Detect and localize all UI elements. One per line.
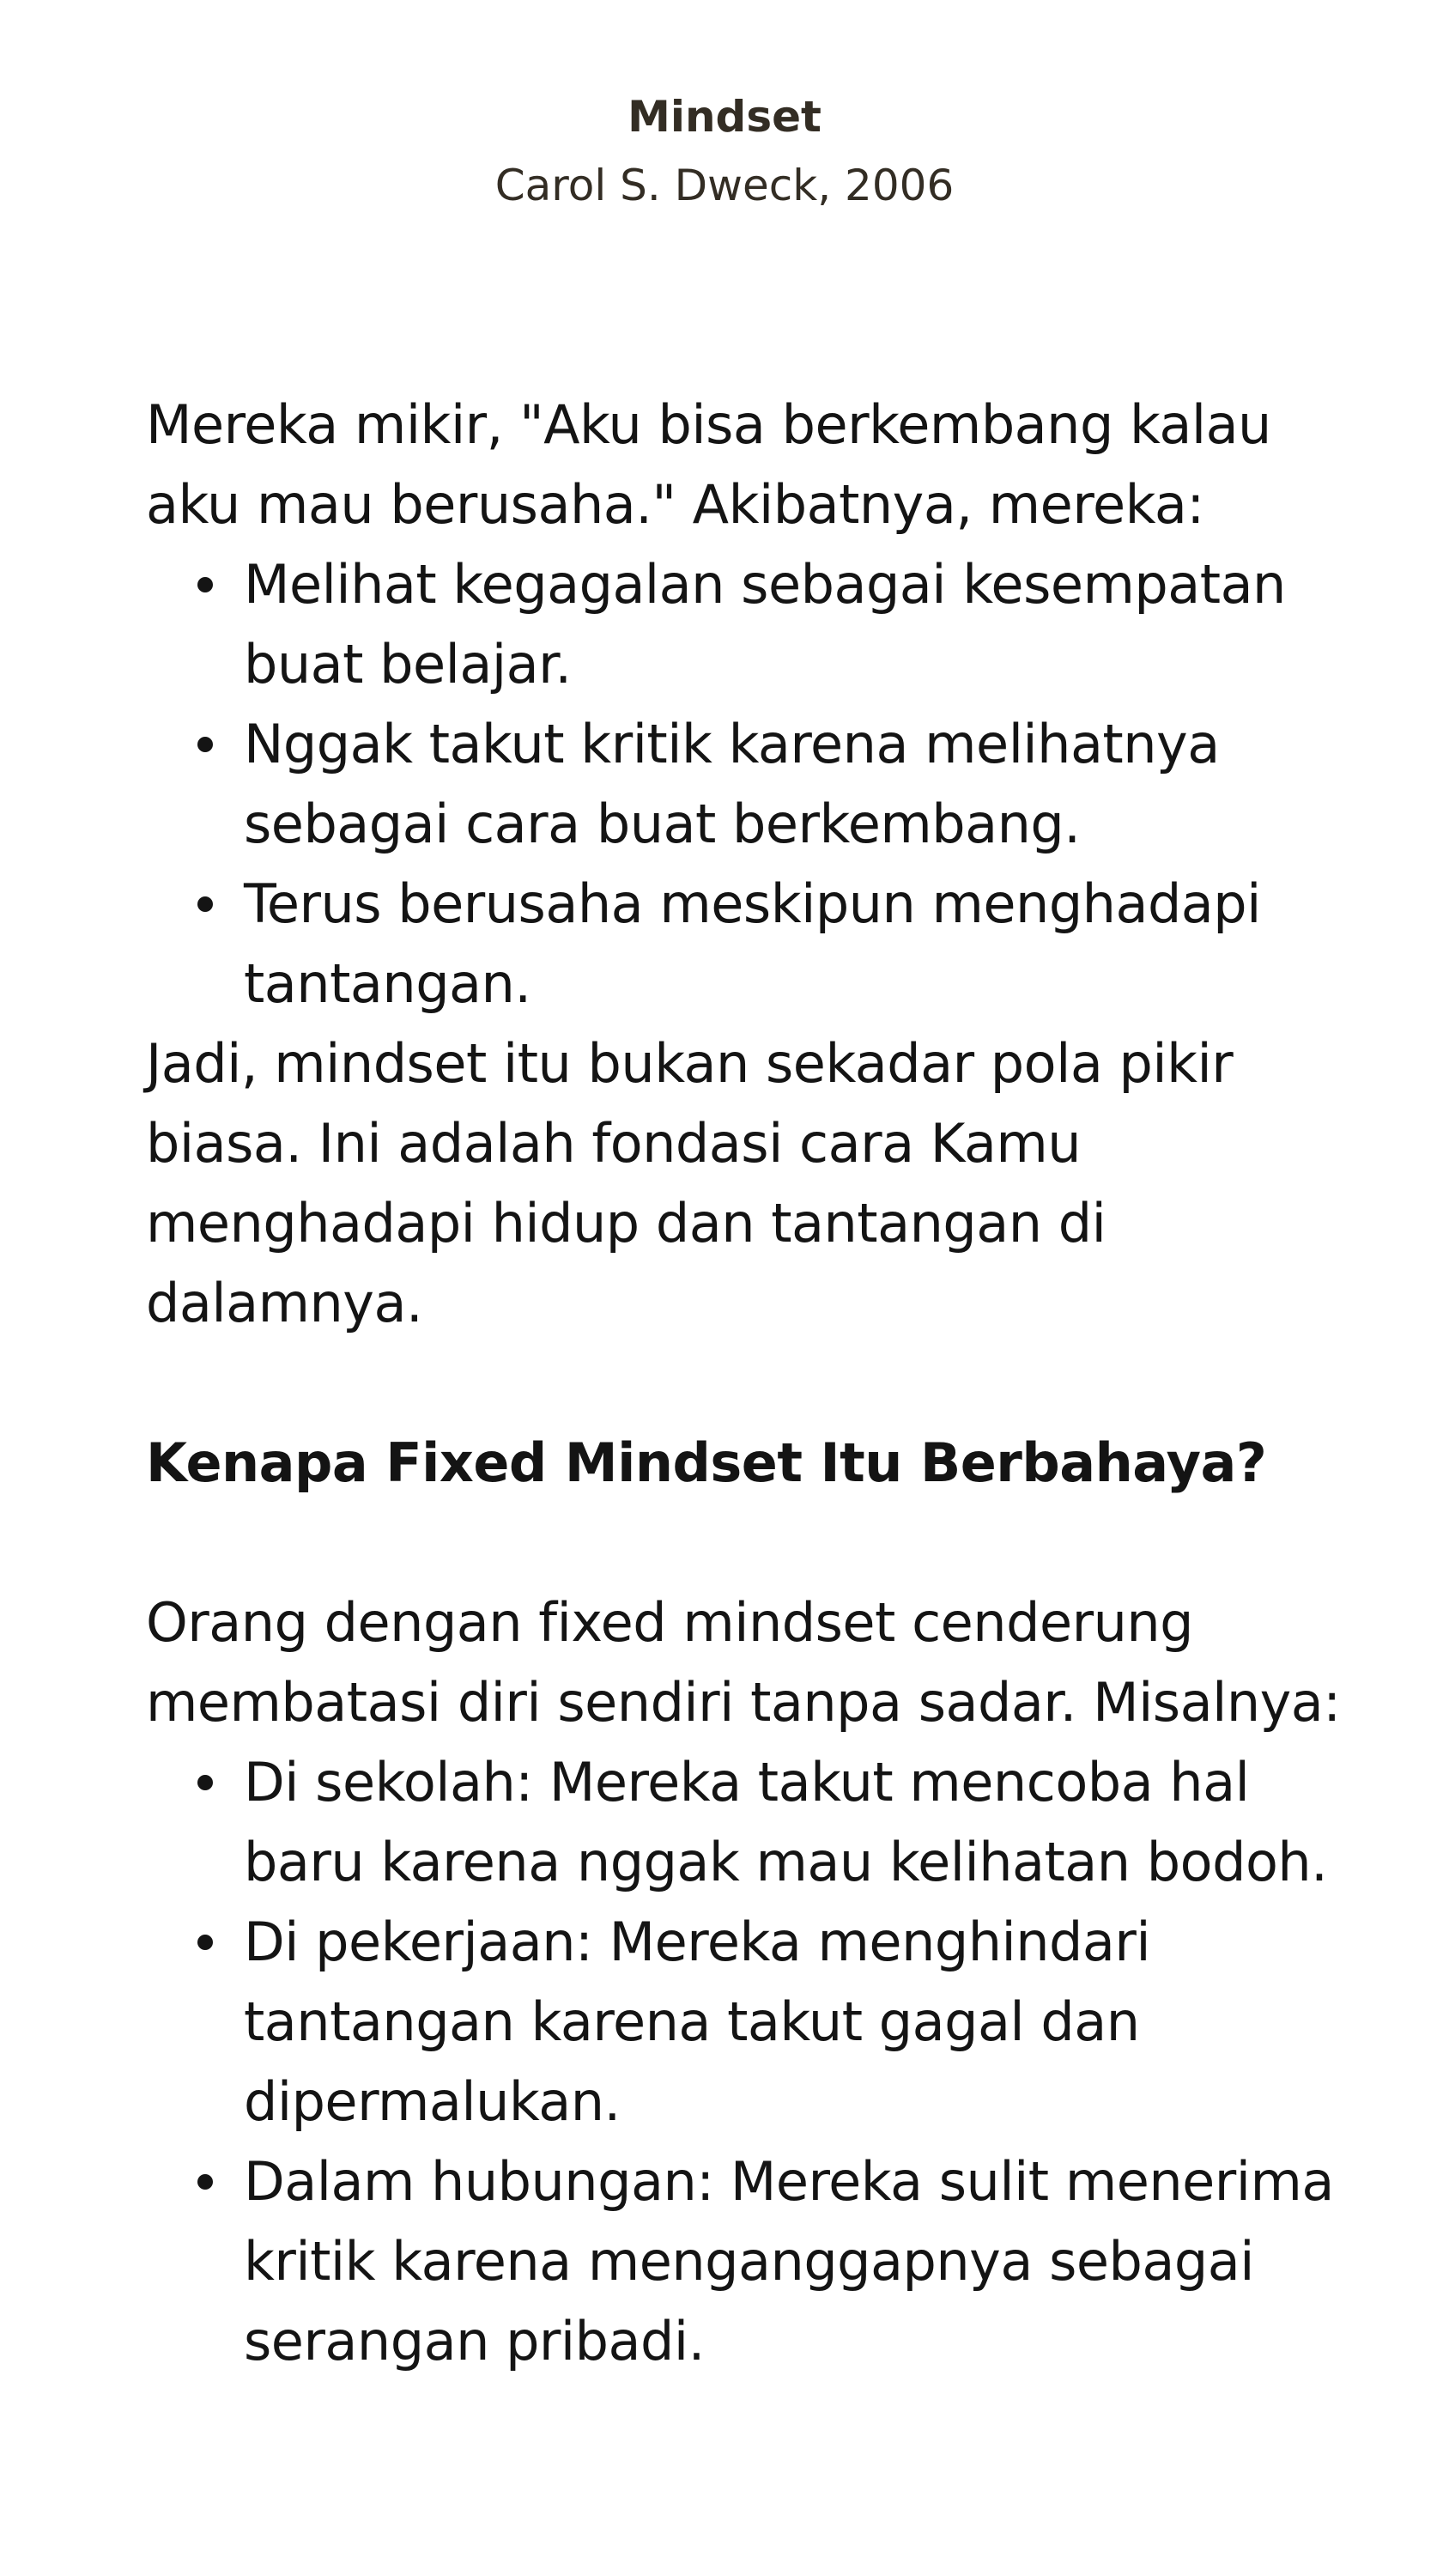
article-body bbox=[146, 385, 1348, 2381]
list-item-text: Dalam hubungan: Mereka sulit menerima kritik karena menganggapnya sebagai serangan pribadi. bbox=[244, 2150, 1334, 2372]
section1-list bbox=[146, 544, 1348, 1024]
bullet-dot-icon bbox=[197, 577, 213, 592]
list-item bbox=[244, 1742, 1348, 1902]
section-heading: Kenapa Fixed Mindset Itu Berbahaya? bbox=[146, 1431, 1267, 1494]
section2-intro: Orang dengan fixed mindset cenderung membatasi diri sendiri tanpa sadar. Misalnya: bbox=[146, 1591, 1341, 1734]
bullet-dot-icon bbox=[197, 1935, 213, 1950]
list-item bbox=[244, 2142, 1348, 2381]
list-item-text: Melihat kegagalan sebagai kesempatan buat belajar. bbox=[244, 553, 1286, 696]
spacer bbox=[146, 1503, 1348, 1583]
section1-intro: Mereka mikir, "Aku bisa berkembang kalau aku mau berusaha." Akibatnya, mereka: bbox=[146, 393, 1271, 536]
spacer bbox=[146, 1343, 1348, 1423]
bullet-dot-icon bbox=[197, 896, 213, 912]
bullet-dot-icon bbox=[197, 737, 213, 752]
list-item bbox=[244, 544, 1348, 704]
section1-conclusion: Jadi, mindset itu bukan sekadar pola pikir biasa. Ini adalah fondasi cara Kamu menghadapi hidup dan tantangan di dalamnya. bbox=[146, 1032, 1234, 1334]
list-item-text: Nggak takut kritik karena melihatnya sebagai cara buat berkembang. bbox=[244, 713, 1220, 855]
list-item-text: Terus berusaha meskipun menghadapi tantangan. bbox=[244, 872, 1261, 1015]
list-item-text: Di sekolah: Mereka takut mencoba hal baru karena nggak mau kelihatan bodoh. bbox=[244, 1751, 1328, 1893]
section2-list bbox=[146, 1742, 1348, 2381]
list-item bbox=[244, 704, 1348, 864]
list-item-text: Di pekerjaan: Mereka menghindari tantangan karena takut gagal dan dipermalukan. bbox=[244, 1911, 1151, 2133]
book-title: Mindset bbox=[627, 92, 822, 142]
book-author-year: Carol S. Dweck, 2006 bbox=[494, 161, 955, 210]
bullet-dot-icon bbox=[197, 1775, 213, 1790]
bullet-dot-icon bbox=[197, 2174, 213, 2190]
list-item bbox=[244, 1902, 1348, 2142]
list-item bbox=[244, 864, 1348, 1024]
